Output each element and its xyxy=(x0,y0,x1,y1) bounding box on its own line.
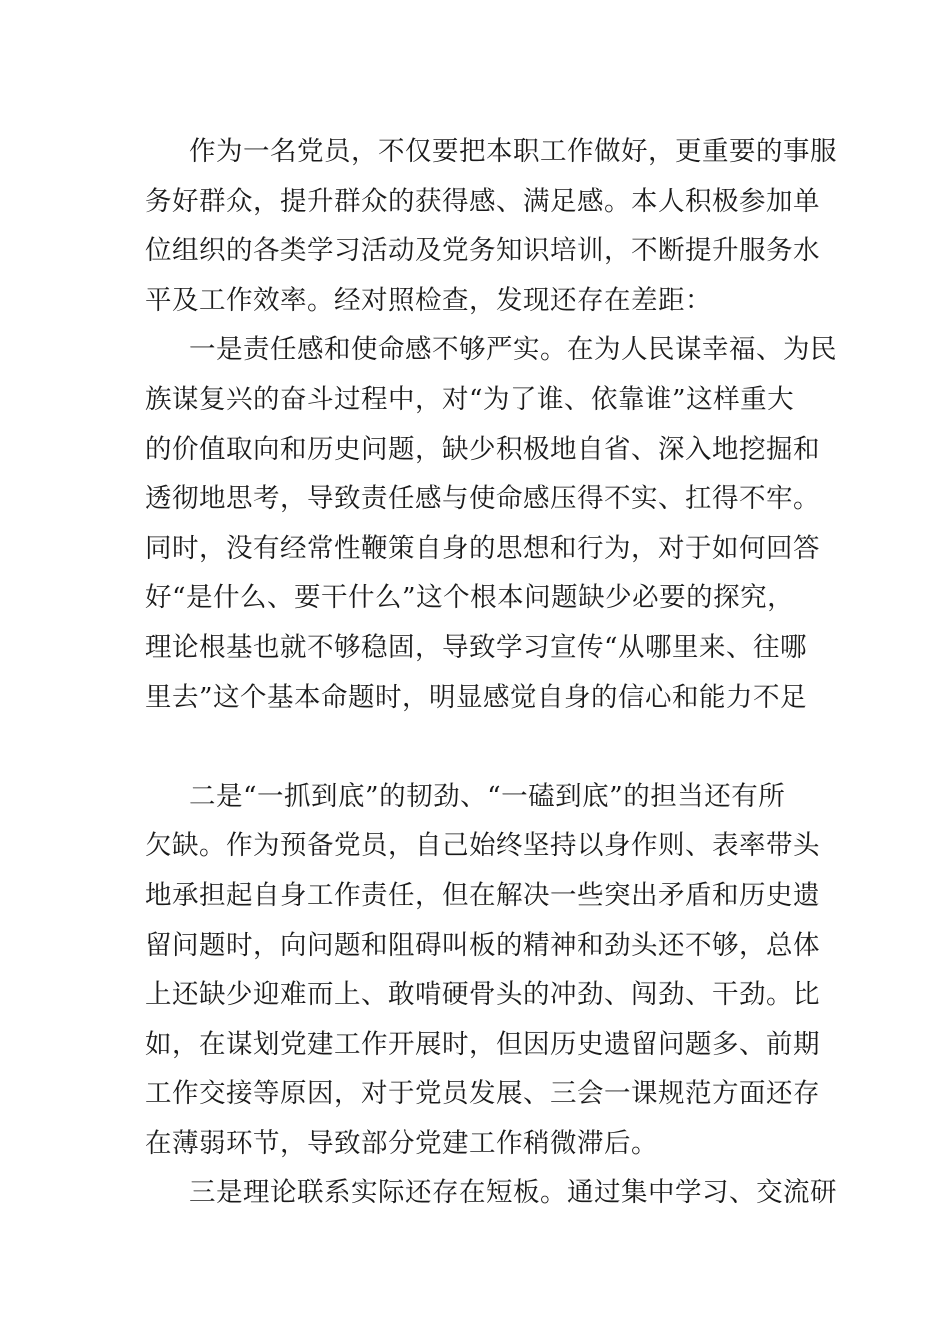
text-line: 工作交接等原因，对于党员发展、三会一课规范方面还存 xyxy=(145,1078,820,1110)
text-line: 平及工作效率。经对照检查，发现还存在差距： xyxy=(145,284,712,316)
text-line: 二是“一抓到底”的韧劲、“一磕到底”的担当还有所 xyxy=(189,780,786,812)
text-line: 的价值取向和历史问题，缺少积极地自省、深入地挖掘和 xyxy=(145,433,820,465)
text-line: 族谋复兴的奋斗过程中，对“为了谁、依靠谁”这样重大 xyxy=(145,383,795,415)
text-line: 欠缺。作为预备党员，自己始终坚持以身作则、表率带头 xyxy=(145,830,820,862)
text-line: 透彻地思考，导致责任感与使命感压得不实、扛得不牢。 xyxy=(145,483,820,515)
text-line: 在薄弱环节，导致部分党建工作稍微滞后。 xyxy=(145,1127,658,1159)
text-line: 里去”这个基本命题时，明显感觉自身的信心和能力不足 xyxy=(145,681,808,713)
paragraph-spacer xyxy=(145,722,810,772)
paragraph-point-one xyxy=(145,325,837,722)
text-line: 作为一名党员，不仅要把本职工作做好，更重要的事服 xyxy=(189,136,837,167)
text-line: 理论根基也就不够稳固，导致学习宣传“从哪里来、往哪 xyxy=(145,631,808,663)
text-line: 上还缺少迎难而上、敢啃硬骨头的冲劲、闯劲、干劲。比 xyxy=(145,979,820,1011)
document-body xyxy=(145,127,837,1218)
text-line: 同时，没有经常性鞭策自身的思想和行为，对于如何回答 xyxy=(145,532,820,564)
paragraph-point-three xyxy=(145,1168,837,1218)
text-line: 好“是什么、要干什么”这个根本问题缺少必要的探究， xyxy=(145,582,795,614)
text-line: 务好群众，提升群众的获得感、满足感。本人积极参加单 xyxy=(145,185,820,217)
text-line: 如，在谋划党建工作开展时，但因历史遗留问题多、前期 xyxy=(145,1028,820,1060)
text-line: 地承担起自身工作责任，但在解决一些突出矛盾和历史遗 xyxy=(145,879,820,911)
text-line: 一是责任感和使命感不够严实。在为人民谋幸福、为民 xyxy=(189,334,837,366)
paragraph-intro xyxy=(145,127,837,325)
paragraph-point-two xyxy=(145,772,820,1169)
text-line: 三是理论联系实际还存在短板。通过集中学习、交流研 xyxy=(189,1177,837,1209)
text-line: 位组织的各类学习活动及党务知识培训，不断提升服务水 xyxy=(145,235,820,267)
text-line: 留问题时，向问题和阻碍叫板的精神和劲头还不够，总体 xyxy=(145,929,820,961)
